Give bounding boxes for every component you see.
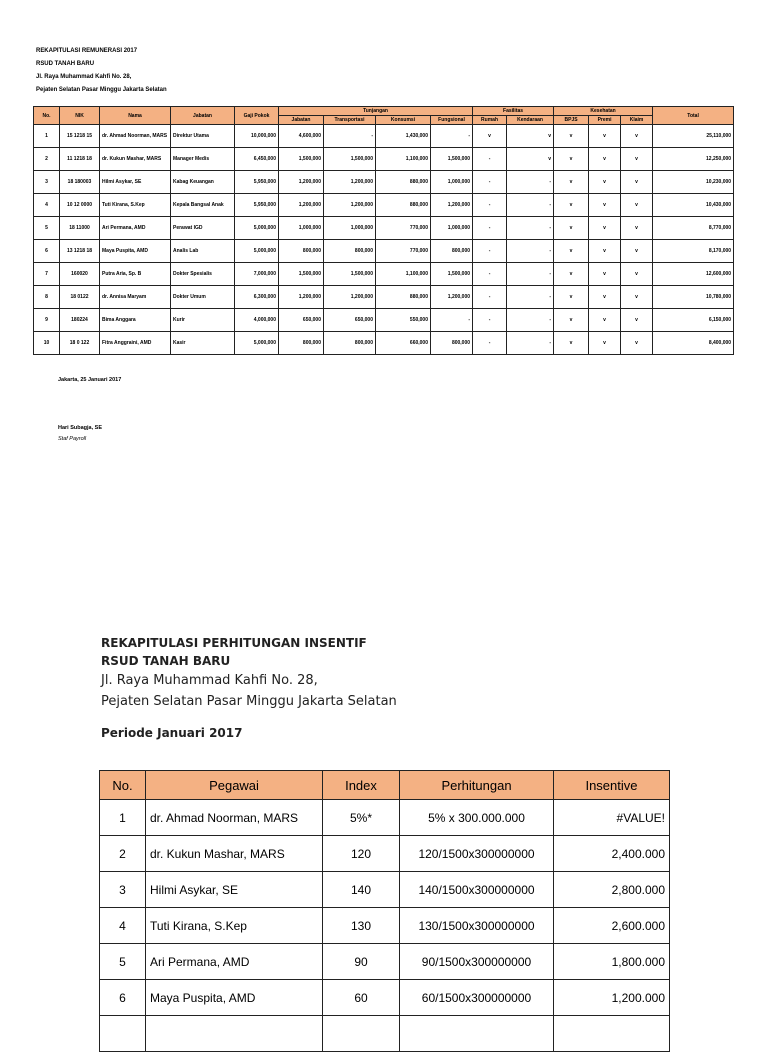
cell-nama: Maya Puspita, AMD [100, 240, 171, 263]
cell-total: 8,170,000 [653, 240, 734, 263]
insentif-table [99, 770, 670, 1052]
cell-jabatan: Manager Medis [171, 148, 235, 171]
cell-t_jab: 1,500,000 [279, 148, 324, 171]
cell-gaji: 5,000,000 [235, 240, 279, 263]
subcol-klaim: Klaim [621, 116, 653, 125]
cell-kend: - [507, 286, 554, 309]
subcol-transportasi: Transportasi [324, 116, 376, 125]
col-jabatan: Jabatan [171, 107, 235, 125]
table-row [34, 240, 734, 263]
cell-nik: 10 12 0000 [60, 194, 100, 217]
col-perhitungan: Perhitungan [400, 771, 554, 800]
cell-t_fung: - [431, 309, 473, 332]
table-row [100, 800, 670, 836]
col-nama: Nama [100, 107, 171, 125]
cell-no: 4 [100, 908, 146, 944]
cell-index: 60 [323, 980, 400, 1016]
cell-no: 3 [34, 171, 60, 194]
cell-kend: - [507, 171, 554, 194]
cell-t_fung: - [431, 125, 473, 148]
cell-bpjs: v [554, 171, 589, 194]
cell-bpjs: v [554, 194, 589, 217]
remunerasi-table-body [34, 125, 734, 355]
cell-pegawai: Ari Permana, AMD [146, 944, 323, 980]
cell-no: 4 [34, 194, 60, 217]
cell-kend: - [507, 240, 554, 263]
cell-t_jab: 800,000 [279, 332, 324, 355]
cell-jabatan: Direktur Utama [171, 125, 235, 148]
cell-t_kons: 880,000 [376, 171, 431, 194]
cell-klaim: v [621, 125, 653, 148]
cell-gaji: 4,000,000 [235, 309, 279, 332]
subcol-kendaraan: Kendaraan [507, 116, 554, 125]
cell-no: 9 [34, 309, 60, 332]
table-row [34, 125, 734, 148]
cell-t_trans: 650,000 [324, 309, 376, 332]
cell-no: 5 [34, 217, 60, 240]
cell-rumah: - [473, 217, 507, 240]
cell-klaim: v [621, 240, 653, 263]
insentif-address-1: Jl. Raya Muhammad Kahfi No. 28, [101, 673, 318, 688]
cell-index: 130 [323, 908, 400, 944]
remunerasi-address-1: Jl. Raya Muhammad Kahfi No. 28, [36, 73, 132, 80]
cell-t_kons: 880,000 [376, 286, 431, 309]
cell-t_kons: 1,100,000 [376, 263, 431, 286]
cell-t_fung: 800,000 [431, 240, 473, 263]
cell-perhitungan: 130/1500x300000000 [400, 908, 554, 944]
cell-t_jab: 1,000,000 [279, 217, 324, 240]
cell-t_fung: 1,000,000 [431, 171, 473, 194]
cell-klaim: v [621, 194, 653, 217]
cell-t_trans: 1,200,000 [324, 194, 376, 217]
cell-nik: 13 1218 18 [60, 240, 100, 263]
cell-bpjs: v [554, 263, 589, 286]
cell-perhitungan: 140/1500x300000000 [400, 872, 554, 908]
cell-total: 8,400,000 [653, 332, 734, 355]
cell-no: 10 [34, 332, 60, 355]
cell-no: 7 [34, 263, 60, 286]
cell-insentive: 1,200.000 [554, 980, 670, 1016]
cell-insentive: 1,800.000 [554, 944, 670, 980]
cell-no: 6 [34, 240, 60, 263]
cell-gaji: 5,950,000 [235, 171, 279, 194]
cell-gaji: 6,450,000 [235, 148, 279, 171]
cell-premi: v [589, 171, 621, 194]
cell-gaji: 5,000,000 [235, 217, 279, 240]
cell-t_trans: 1,500,000 [324, 263, 376, 286]
table-row [100, 836, 670, 872]
cell-klaim: v [621, 332, 653, 355]
cell-t_trans: 1,200,000 [324, 171, 376, 194]
cell-klaim: v [621, 171, 653, 194]
cell-premi: v [589, 286, 621, 309]
cell-index: 120 [323, 836, 400, 872]
cell-premi: v [589, 194, 621, 217]
signer-role: Staf Payroll [58, 436, 87, 442]
cell-nik: 15 1218 15 [60, 125, 100, 148]
cell-insentive: 2,600.000 [554, 908, 670, 944]
cell-no: 1 [34, 125, 60, 148]
cell-total: 6,150,000 [653, 309, 734, 332]
cell-index: 140 [323, 872, 400, 908]
subcol-konsumsi: Konsumsi [376, 116, 431, 125]
remunerasi-address-2: Pejaten Selatan Pasar Minggu Jakarta Selatan [36, 86, 167, 93]
cell-klaim: v [621, 263, 653, 286]
cell-pegawai: dr. Ahmad Noorman, MARS [146, 800, 323, 836]
cell-premi: v [589, 125, 621, 148]
insentif-table-body [100, 800, 670, 1052]
col-insentive: Insentive [554, 771, 670, 800]
cell-premi: v [589, 148, 621, 171]
col-pegawai: Pegawai [146, 771, 323, 800]
table-row [34, 148, 734, 171]
insentif-header [101, 634, 397, 740]
cell-nama: Hilmi Asykar, SE [100, 171, 171, 194]
cell-t_trans: 1,000,000 [324, 217, 376, 240]
table-row [34, 263, 734, 286]
remunerasi-title: REKAPITULASI REMUNERASI 2017 [36, 47, 138, 54]
cell-t_trans: 800,000 [324, 332, 376, 355]
subcol-rumah: Rumah [473, 116, 507, 125]
cell-kend: - [507, 332, 554, 355]
cell-gaji: 6,300,000 [235, 286, 279, 309]
cell-t_trans: 1,500,000 [324, 148, 376, 171]
remunerasi-header [36, 44, 167, 96]
cell-klaim: v [621, 148, 653, 171]
cell-nik: 18 0 122 [60, 332, 100, 355]
col-kesehatan: Kesehatan [554, 107, 653, 116]
cell-gaji: 10,000,000 [235, 125, 279, 148]
col-total: Total [653, 107, 734, 125]
cell-index [323, 1016, 400, 1052]
subcol-premi: Premi [589, 116, 621, 125]
cell-gaji: 7,000,000 [235, 263, 279, 286]
insentif-address-2: Pejaten Selatan Pasar Minggu Jakarta Selatan [101, 694, 397, 709]
cell-klaim: v [621, 217, 653, 240]
cell-t_fung: 1,200,000 [431, 194, 473, 217]
cell-rumah: - [473, 240, 507, 263]
cell-t_jab: 650,000 [279, 309, 324, 332]
cell-rumah: v [473, 125, 507, 148]
cell-no: 3 [100, 872, 146, 908]
cell-insentive: 2,800.000 [554, 872, 670, 908]
cell-no [100, 1016, 146, 1052]
cell-nama: dr. Kukun Mashar, MARS [100, 148, 171, 171]
cell-index: 90 [323, 944, 400, 980]
remunerasi-org: RSUD TANAH BARU [36, 60, 95, 67]
cell-rumah: - [473, 332, 507, 355]
cell-perhitungan: 5% x 300.000.000 [400, 800, 554, 836]
table-row [100, 908, 670, 944]
cell-jabatan: Kepala Bangsal Anak [171, 194, 235, 217]
cell-no: 2 [100, 836, 146, 872]
cell-jabatan: Perawat IGD [171, 217, 235, 240]
cell-t_jab: 1,200,000 [279, 194, 324, 217]
cell-jabatan: Dokter Umum [171, 286, 235, 309]
table-row [100, 980, 670, 1016]
cell-t_kons: 880,000 [376, 194, 431, 217]
cell-t_fung: 1,500,000 [431, 148, 473, 171]
insentif-org: RSUD TANAH BARU [101, 654, 231, 668]
cell-jabatan: Dokter Spesialis [171, 263, 235, 286]
cell-kend: v [507, 148, 554, 171]
cell-nik: 180224 [60, 309, 100, 332]
cell-rumah: - [473, 171, 507, 194]
cell-nama: Ari Permana, AMD [100, 217, 171, 240]
signer-name: Hari Subagja, SE [58, 425, 103, 431]
col-fasilitas: Fasilitas [473, 107, 554, 116]
cell-kend: - [507, 309, 554, 332]
cell-pegawai: dr. Kukun Mashar, MARS [146, 836, 323, 872]
cell-no: 5 [100, 944, 146, 980]
cell-perhitungan: 90/1500x300000000 [400, 944, 554, 980]
cell-premi: v [589, 263, 621, 286]
cell-rumah: - [473, 286, 507, 309]
cell-jabatan: Kasir [171, 332, 235, 355]
col-no: No. [34, 107, 60, 125]
table-row [34, 171, 734, 194]
cell-rumah: - [473, 194, 507, 217]
cell-t_jab: 1,200,000 [279, 171, 324, 194]
cell-insentive: #VALUE! [554, 800, 670, 836]
cell-no: 1 [100, 800, 146, 836]
cell-kend: v [507, 125, 554, 148]
cell-gaji: 5,000,000 [235, 332, 279, 355]
cell-total: 12,600,000 [653, 263, 734, 286]
cell-nama: Putra Aria, Sp. B [100, 263, 171, 286]
cell-total: 10,780,000 [653, 286, 734, 309]
cell-pegawai [146, 1016, 323, 1052]
cell-t_fung: 1,500,000 [431, 263, 473, 286]
col-index: Index [323, 771, 400, 800]
cell-total: 25,110,000 [653, 125, 734, 148]
cell-t_fung: 800,000 [431, 332, 473, 355]
cell-pegawai: Tuti Kirana, S.Kep [146, 908, 323, 944]
cell-t_jab: 4,600,000 [279, 125, 324, 148]
insentif-period: Periode Januari 2017 [101, 726, 243, 740]
cell-total: 12,250,000 [653, 148, 734, 171]
cell-t_kons: 550,000 [376, 309, 431, 332]
col-nik: NIK [60, 107, 100, 125]
cell-nik: 18 180003 [60, 171, 100, 194]
cell-nama: Bima Anggara [100, 309, 171, 332]
cell-t_kons: 660,000 [376, 332, 431, 355]
cell-total: 8,770,000 [653, 217, 734, 240]
cell-t_kons: 770,000 [376, 240, 431, 263]
cell-rumah: - [473, 263, 507, 286]
cell-t_kons: 1,430,000 [376, 125, 431, 148]
cell-bpjs: v [554, 309, 589, 332]
cell-bpjs: v [554, 217, 589, 240]
cell-premi: v [589, 332, 621, 355]
table-row [34, 217, 734, 240]
cell-gaji: 5,950,000 [235, 194, 279, 217]
cell-premi: v [589, 240, 621, 263]
cell-t_fung: 1,200,000 [431, 286, 473, 309]
col-tunjangan: Tunjangan [279, 107, 473, 116]
cell-total: 10,430,000 [653, 194, 734, 217]
cell-pegawai: Hilmi Asykar, SE [146, 872, 323, 908]
cell-nama: Fitra Anggraini, AMD [100, 332, 171, 355]
table-row [34, 332, 734, 355]
cell-klaim: v [621, 309, 653, 332]
cell-premi: v [589, 217, 621, 240]
cell-no: 2 [34, 148, 60, 171]
table-row [100, 1016, 670, 1052]
cell-perhitungan [400, 1016, 554, 1052]
cell-bpjs: v [554, 125, 589, 148]
cell-bpjs: v [554, 286, 589, 309]
cell-rumah: - [473, 309, 507, 332]
cell-nama: dr. Annisa Maryam [100, 286, 171, 309]
place-date: Jakarta, 25 Januari 2017 [58, 377, 122, 383]
table-row [100, 872, 670, 908]
cell-total: 10,230,000 [653, 171, 734, 194]
cell-index: 5%* [323, 800, 400, 836]
table-row [100, 944, 670, 980]
cell-pegawai: Maya Puspita, AMD [146, 980, 323, 1016]
cell-nik: 11 1218 18 [60, 148, 100, 171]
cell-t_jab: 1,200,000 [279, 286, 324, 309]
cell-t_kons: 1,100,000 [376, 148, 431, 171]
table-row [34, 309, 734, 332]
cell-t_fung: 1,000,000 [431, 217, 473, 240]
cell-perhitungan: 60/1500x300000000 [400, 980, 554, 1016]
cell-no: 6 [100, 980, 146, 1016]
subcol-fungsional: Fungsional [431, 116, 473, 125]
cell-nama: Tuti Kirana, S.Kep [100, 194, 171, 217]
cell-nik: 160020 [60, 263, 100, 286]
cell-nama: dr. Ahmad Noorman, MARS [100, 125, 171, 148]
cell-jabatan: Kabag Keuangan [171, 171, 235, 194]
cell-kend: - [507, 194, 554, 217]
cell-jabatan: Kurir [171, 309, 235, 332]
cell-nik: 18 0122 [60, 286, 100, 309]
cell-perhitungan: 120/1500x300000000 [400, 836, 554, 872]
table-row [34, 286, 734, 309]
cell-t_trans: 800,000 [324, 240, 376, 263]
cell-nik: 18 11000 [60, 217, 100, 240]
col-gaji-pokok: Gaji Pokok [235, 107, 279, 125]
insentif-title: REKAPITULASI PERHITUNGAN INSENTIF [101, 636, 367, 650]
cell-premi: v [589, 309, 621, 332]
cell-bpjs: v [554, 240, 589, 263]
cell-kend: - [507, 263, 554, 286]
remunerasi-table [33, 106, 734, 355]
cell-kend: - [507, 217, 554, 240]
subcol-bpjs: BPJS [554, 116, 589, 125]
cell-rumah: - [473, 148, 507, 171]
cell-t_trans: 1,200,000 [324, 286, 376, 309]
cell-t_jab: 1,500,000 [279, 263, 324, 286]
table-row [34, 194, 734, 217]
cell-insentive: 2,400.000 [554, 836, 670, 872]
cell-insentive [554, 1016, 670, 1052]
cell-bpjs: v [554, 332, 589, 355]
subcol-jabatan: Jabatan [279, 116, 324, 125]
col-no: No. [100, 771, 146, 800]
cell-jabatan: Analis Lab [171, 240, 235, 263]
cell-t_kons: 770,000 [376, 217, 431, 240]
cell-klaim: v [621, 286, 653, 309]
cell-bpjs: v [554, 148, 589, 171]
cell-no: 8 [34, 286, 60, 309]
cell-t_jab: 800,000 [279, 240, 324, 263]
cell-t_trans: - [324, 125, 376, 148]
